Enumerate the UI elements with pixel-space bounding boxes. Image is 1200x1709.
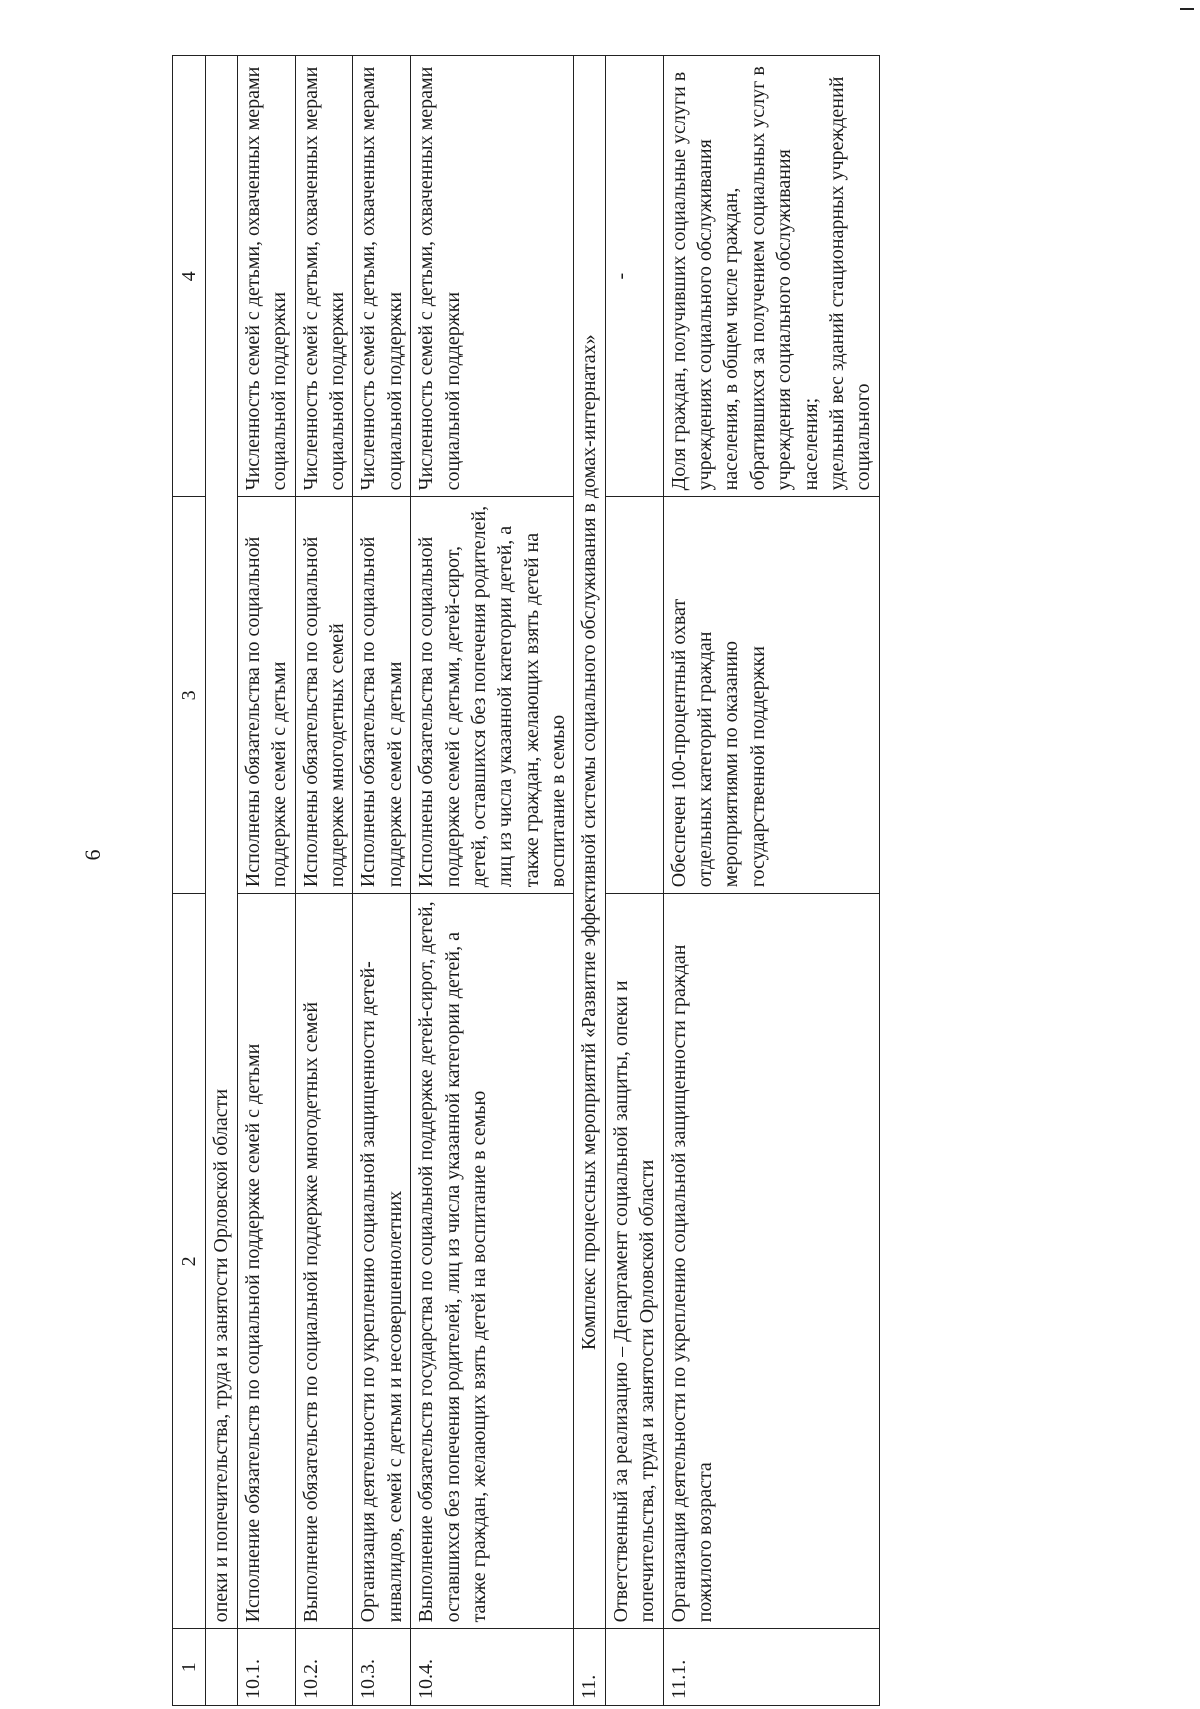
table-row [353,56,411,1706]
rotated-content [172,55,1187,1706]
section-11-responsible-dash: - [605,56,663,497]
section-11-title-row [574,56,605,1706]
table-row [411,56,574,1706]
row-number: 11.1. [663,1629,879,1706]
section-11-responsible: Ответственный за реализацию – Департамент социальной защиты, опеки и попечительства, труда и занятости Орловской области [605,894,663,1629]
rotated-page [172,55,1187,1706]
table-row [237,56,295,1706]
header-col-2: 2 [173,894,206,1629]
table-row [295,56,353,1706]
activities-table [172,55,880,1706]
continuation-text: опеки и попечительства, труда и занятости Орловской области [206,56,237,1629]
section-11-number: 11. [574,1629,605,1706]
table-row [663,56,879,1706]
continuation-row [206,56,237,1706]
row-indicator: Численность семей с детьми, охваченных мерами социальной поддержки [295,56,353,497]
row-number: 10.2. [295,1629,353,1706]
section-11-responsible-col3 [605,497,663,894]
row-indicator: Численность семей с детьми, охваченных мерами социальной поддержки [411,56,574,497]
section-11-responsible-row [605,56,663,1706]
header-row [173,56,206,1706]
corner-mark [1180,8,1194,10]
section-11-title: Комплекс процессных мероприятий «Развитие эффективной системы социального обслуживания в домах-интернатах» [574,56,605,1629]
header-col-4: 4 [173,56,206,497]
row-result: Исполнены обязательства по социальной поддержке многодетных семей [295,497,353,894]
row-activity: Выполнение обязательств государства по социальной поддержке детей-сирот, детей, оставшихся без попечения родителей, лиц из числа указанной категории детей, а также граждан, желающих взять детей на воспитание в семью [411,894,574,1629]
row-activity: Организация деятельности по укреплению социальной защищенности детей-инвалидов, семей с детьми и несовершеннолетних [353,894,411,1629]
row-activity: Выполнение обязательств по социальной поддержке многодетных семей [295,894,353,1629]
row-activity: Организация деятельности по укреплению социальной защищенности граждан пожилого возраста [663,894,879,1629]
row-indicator: Численность семей с детьми, охваченных мерами социальной поддержки [353,56,411,497]
header-col-3: 3 [173,497,206,894]
row-number: 10.3. [353,1629,411,1706]
row-result: Исполнены обязательства по социальной поддержке семей с детьми [353,497,411,894]
row-number: 10.1. [237,1629,295,1706]
row-result: Исполнены обязательства по социальной поддержке семей с детьми, детей-сирот, детей, оставшихся без попечения родителей, лиц из числа указанной категории детей, а также граждан, желающих взять детей на воспитание в семью [411,497,574,894]
row-result: Исполнены обязательства по социальной поддержке семей с детьми [237,497,295,894]
row-indicator: Доля граждан, получивших социальные услуги в учреждениях социального обслуживания населения, в общем числе граждан, обратившихся за получением социальных услуг в учреждения социального обслуживания населения; удельный вес зданий стационарных учреждений социального [663,56,879,497]
row-result: Обеспечен 100-процентный охват отдельных категорий граждан мероприятиями по оказанию государственной поддержки [663,497,879,894]
page-number: 6 [80,849,105,861]
row-indicator: Численность семей с детьми, охваченных мерами социальной поддержки [237,56,295,497]
continuation-num-cell [206,1629,237,1706]
row-activity: Исполнение обязательств по социальной поддержке семей с детьми [237,894,295,1629]
row-number: 10.4. [411,1629,574,1706]
section-11-responsible-num-cell [605,1629,663,1706]
header-col-1: 1 [173,1629,206,1706]
